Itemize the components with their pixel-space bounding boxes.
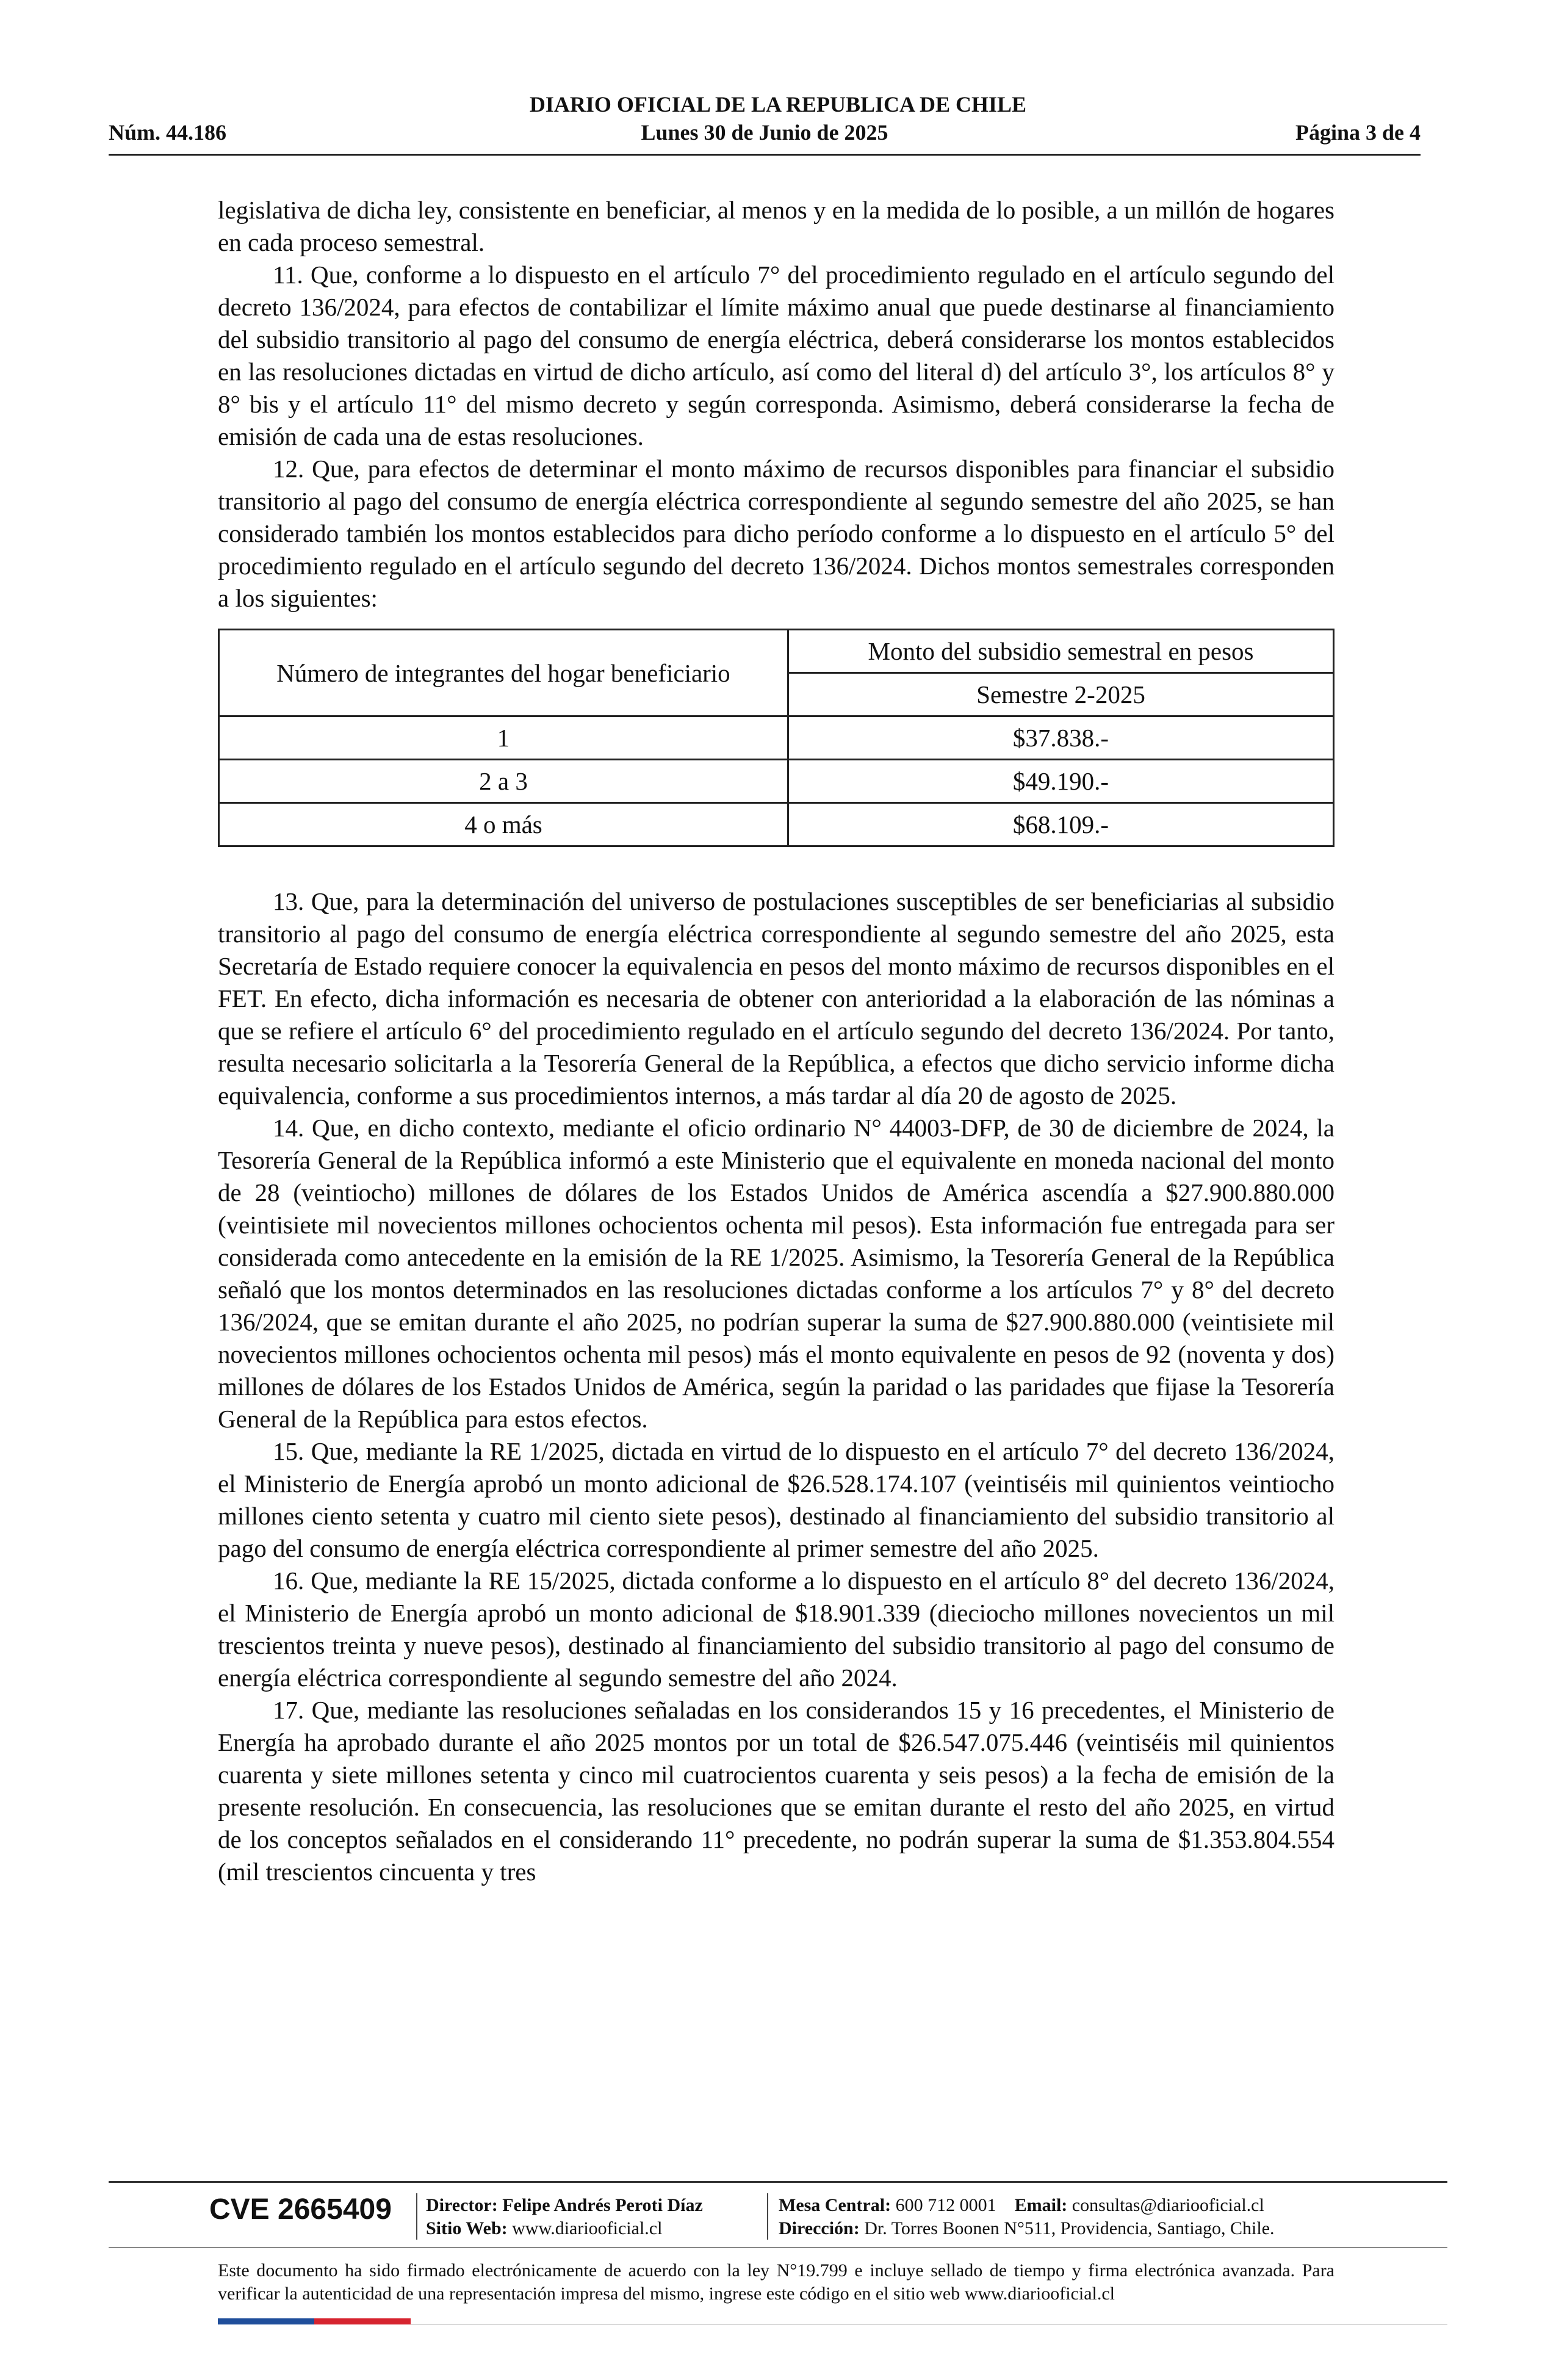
legal-notice: Este documento ha sido firmado electrónicamente de acuerdo con la ley N°19.799 e incluye sellado de tiempo y firma electrónica avanzada. Para verificar la autenticidad de una representación impresa del mismo, ingrese este código en el sitio web www.diariooficial.cl (218, 2260, 1334, 2304)
issue-date: Lunes 30 de Junio de 2025 (641, 120, 888, 145)
site-link[interactable]: www.diariooficial.cl (512, 2218, 663, 2238)
header-row (109, 120, 1421, 148)
mesa-phone: 600 712 0001 (895, 2195, 996, 2215)
table-row (219, 716, 1334, 760)
table-subheader-semester: Semestre 2-2025 (788, 673, 1334, 716)
table-cell-amount: $49.190.- (788, 760, 1334, 803)
director-name: Felipe Andrés Peroti Díaz (502, 2195, 703, 2215)
footer-director-block (426, 2194, 703, 2240)
address-label: Dirección: (779, 2218, 860, 2238)
footer-contact-block (779, 2194, 1275, 2240)
document-body (218, 194, 1334, 1888)
cve-code: CVE 2665409 (209, 2193, 392, 2226)
mesa-label: Mesa Central: (779, 2195, 891, 2215)
footer-divider (109, 2181, 1447, 2183)
table-cell-amount: $68.109.- (788, 803, 1334, 846)
table-cell-amount: $37.838.- (788, 716, 1334, 760)
flag-stripe (218, 2318, 411, 2324)
paragraph-16: 16. Que, mediante la RE 15/2025, dictada conforme a lo dispuesto en el artículo 8° del decreto 136/2024, el Ministerio de Energía aprobó un monto adicional de $18.901.339 (dieciocho millones novecientos un mil trescientos treinta y nueve pesos), destinado al financiamiento del subsidio transitorio al pago del consumo de energía eléctrica correspondiente al segundo semestre del año 2024. (218, 1567, 1334, 1692)
table-header-amount: Monto del subsidio semestral en pesos (788, 630, 1334, 673)
address-value: Dr. Torres Boonen N°511, Providencia, Santiago, Chile. (864, 2218, 1275, 2238)
paragraph-15: 15. Que, mediante la RE 1/2025, dictada en virtud de lo dispuesto en el artículo 7° del decreto 136/2024, el Ministerio de Energía aprobó un monto adicional de $26.528.174.107 (veintiséis mil quinientos veintiocho millones ciento setenta y cuatro mil ciento siete pesos), destinado al financiamiento del subsidio transitorio al pago del consumo de energía eléctrica correspondiente al primer semestre del año 2025. (218, 1437, 1334, 1562)
table-cell-members: 4 o más (219, 803, 788, 846)
flag-blue-segment (218, 2318, 314, 2324)
footer-separator (416, 2193, 417, 2240)
footer-divider-thin (109, 2247, 1447, 2248)
site-label: Sitio Web: (426, 2218, 508, 2238)
paragraph-continuation: legislativa de dicha ley, consistente en beneficiar, al menos y en la medida de lo posible, a un millón de hogares en cada proceso semestral. (218, 196, 1334, 256)
flag-red-segment (314, 2318, 411, 2324)
table-cell-members: 1 (219, 716, 788, 760)
page-number: Página 3 de 4 (1295, 120, 1421, 145)
paragraph-12: 12. Que, para efectos de determinar el monto máximo de recursos disponibles para financiar el subsidio transitorio al pago del consumo de energía eléctrica correspondiente al segundo semestre del año 2025, se han considerado también los montos establecidos para dicho período conforme a lo dispuesto en el artículo 5° del procedimiento regulado en el artículo segundo del decreto 136/2024. Dichos montos semestrales corresponden a los siguientes: (218, 455, 1334, 612)
paragraph-11: 11. Que, conforme a lo dispuesto en el artículo 7° del procedimiento regulado en el artículo segundo del decreto 136/2024, para efectos de contabilizar el límite máximo anual que puede destinarse al financiamiento del subsidio transitorio al pago del consumo de energía eléctrica, deberá considerarse los montos establecidos en las resoluciones dictadas en virtud de dicho artículo, así como del literal d) del artículo 3°, los artículos 8° y 8° bis y el artículo 11° del mismo decreto y según corresponda. Asimismo, deberá considerarse la fecha de emisión de cada una de estas resoluciones. (218, 261, 1334, 450)
table-cell-members: 2 a 3 (219, 760, 788, 803)
email-link[interactable]: consultas@diariooficial.cl (1072, 2195, 1264, 2215)
table-header-members: Número de integrantes del hogar beneficiario (219, 630, 788, 716)
header-divider (109, 154, 1421, 156)
table-row (219, 760, 1334, 803)
paragraph-14: 14. Que, en dicho contexto, mediante el oficio ordinario N° 44003-DFP, de 30 de diciembre de 2024, la Tesorería General de la República informó a este Ministerio que el equivalente en moneda nacional del monto de 28 (veintiocho) millones de dólares de los Estados Unidos de América ascendía a $27.900.880.000 (veintisiete mil novecientos millones ochocientos ochenta mil pesos). Esta información fue entregada para ser considerada como antecedente en la emisión de la RE 1/2025. Asimismo, la Tesorería General de la República señaló que los montos determinados en las resoluciones dictadas conforme a los artículos 7° y 8° del decreto 136/2024, que se emitan durante el año 2025, no podrían superar la suma de $27.900.880.000 (veintisiete mil novecientos millones ochocientos ochenta mil pesos) más el monto equivalente en pesos de 92 (noventa y dos) millones de dólares de los Estados Unidos de América, según la paridad o las paridades que fijase la Tesorería General de la República para estos efectos. (218, 1114, 1334, 1433)
table-row (219, 803, 1334, 846)
footer-separator (767, 2193, 768, 2240)
director-label: Director: (426, 2195, 498, 2215)
email-label: Email: (1014, 2195, 1068, 2215)
newspaper-title: DIARIO OFICIAL DE LA REPUBLICA DE CHILE (529, 92, 1027, 117)
issue-number: Núm. 44.186 (109, 120, 227, 145)
paragraph-13: 13. Que, para la determinación del universo de postulaciones susceptibles de ser beneficiarias al subsidio transitorio al pago del consumo de energía eléctrica correspondiente al segundo semestre del año 2025, esta Secretaría de Estado requiere conocer la equivalencia en pesos del monto máximo de recursos disponibles en el FET. En efecto, dicha información es necesaria de obtener con anterioridad a la elaboración de las nóminas a que se refiere el artículo 6° del procedimiento regulado en el artículo segundo del decreto 136/2024. Por tanto, resulta necesario solicitarla a la Tesorería General de la República, a efectos que dicho servicio informe dicha equivalencia, conforme a sus procedimientos internos, a más tardar al día 20 de agosto de 2025. (218, 887, 1334, 1109)
paragraph-17: 17. Que, mediante las resoluciones señaladas en los considerandos 15 y 16 precedentes, el Ministerio de Energía ha aprobado durante el año 2025 montos por un total de $26.547.075.446 (veintiséis mil quinientos cuarenta y siete millones setenta y cinco mil cuatrocientos cuarenta y seis pesos) a la fecha de emisión de la presente resolución. En consecuencia, las resoluciones que se emitan durante el resto del año 2025, en virtud de los conceptos señalados en el considerando 11° precedente, no podrán superar la suma de $1.353.804.554 (mil trescientos cincuenta y tres (218, 1696, 1334, 1886)
subsidy-table (218, 629, 1334, 847)
